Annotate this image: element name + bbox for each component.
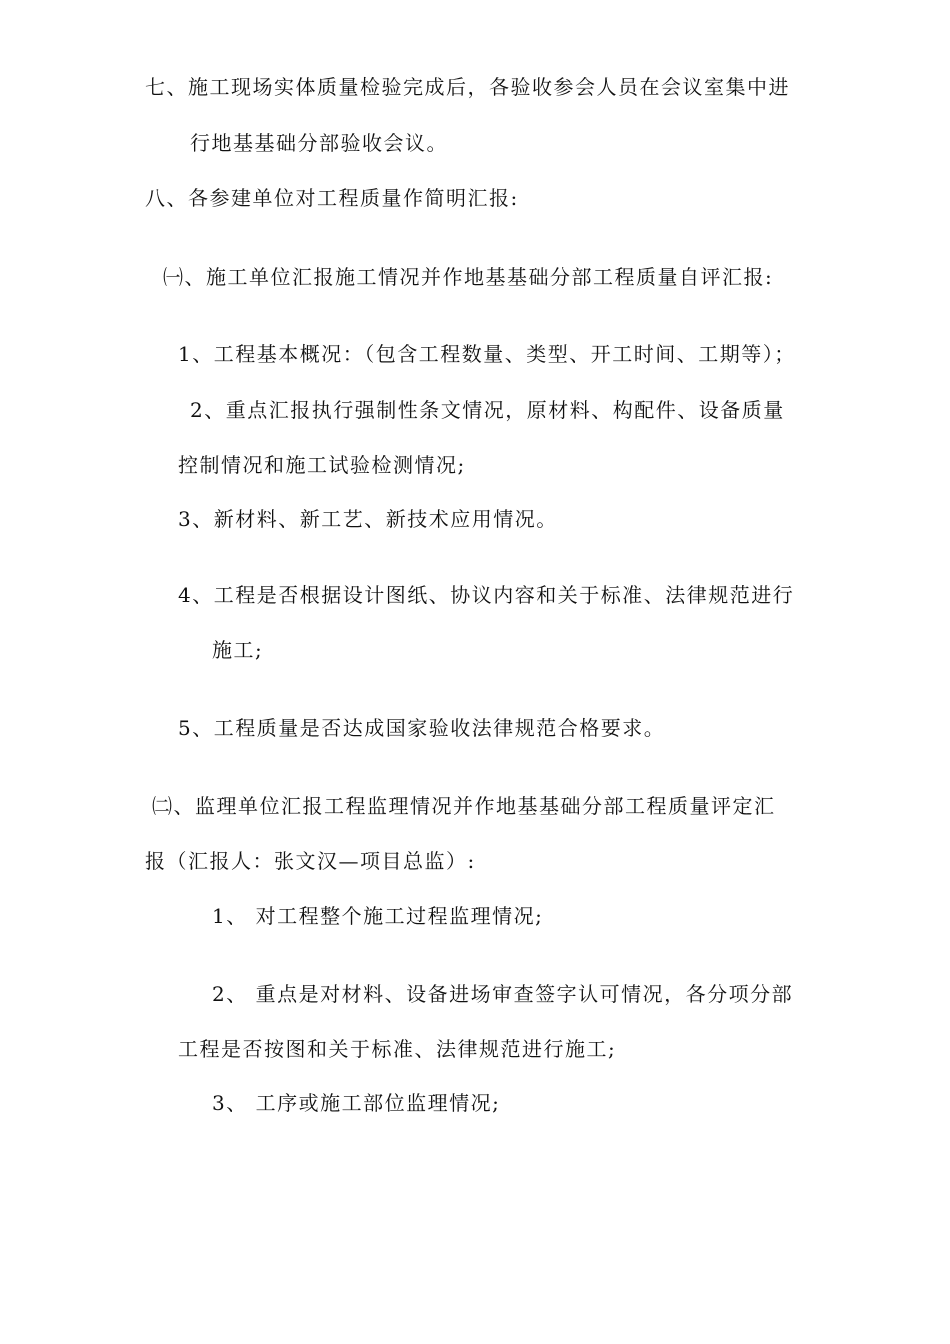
item-2-1: 1、 对工程整个施工过程监理情况; — [212, 904, 544, 928]
section-7-line-1: 七、施工现场实体质量检验完成后，各验收参会人员在会议室集中进 — [145, 75, 790, 99]
item-1-2-line-1: 2、重点汇报执行强制性条文情况，原材料、构配件、设备质量 — [190, 398, 785, 422]
item-2-2-line-1: 2、 重点是对材料、设备进场审查签字认可情况，各分项分部 — [212, 982, 794, 1006]
section-8-heading: 八、各参建单位对工程质量作简明汇报: — [145, 186, 519, 210]
item-1-3: 3、新材料、新工艺、新技术应用情况。 — [178, 507, 558, 531]
item-1-2-line-2: 控制情况和施工试验检测情况; — [178, 453, 466, 477]
subsection-2-heading-line-2: 报（汇报人：张文汉—项目总监）: — [145, 849, 476, 873]
item-2-2-line-2: 工程是否按图和关于标准、法律规范进行施工; — [178, 1037, 617, 1061]
subsection-1-heading: ㈠、施工单位汇报施工情况并作地基基础分部工程质量自评汇报: — [163, 265, 774, 289]
item-1-4-line-1: 4、工程是否根据设计图纸、协议内容和关于标准、法律规范进行 — [178, 583, 795, 607]
item-1-4-line-2: 施工; — [212, 638, 264, 662]
item-2-3: 3、 工序或施工部位监理情况; — [212, 1091, 501, 1115]
item-1-5: 5、工程质量是否达成国家验收法律规范合格要求。 — [178, 716, 666, 740]
subsection-2-heading-line-1: ㈡、监理单位汇报工程监理情况并作地基基础分部工程质量评定汇 — [152, 794, 776, 818]
item-1-1: 1、工程基本概况：（包含工程数量、类型、开工时间、工期等）； — [178, 342, 796, 366]
section-7-line-2: 行地基基础分部验收会议。 — [190, 131, 448, 155]
